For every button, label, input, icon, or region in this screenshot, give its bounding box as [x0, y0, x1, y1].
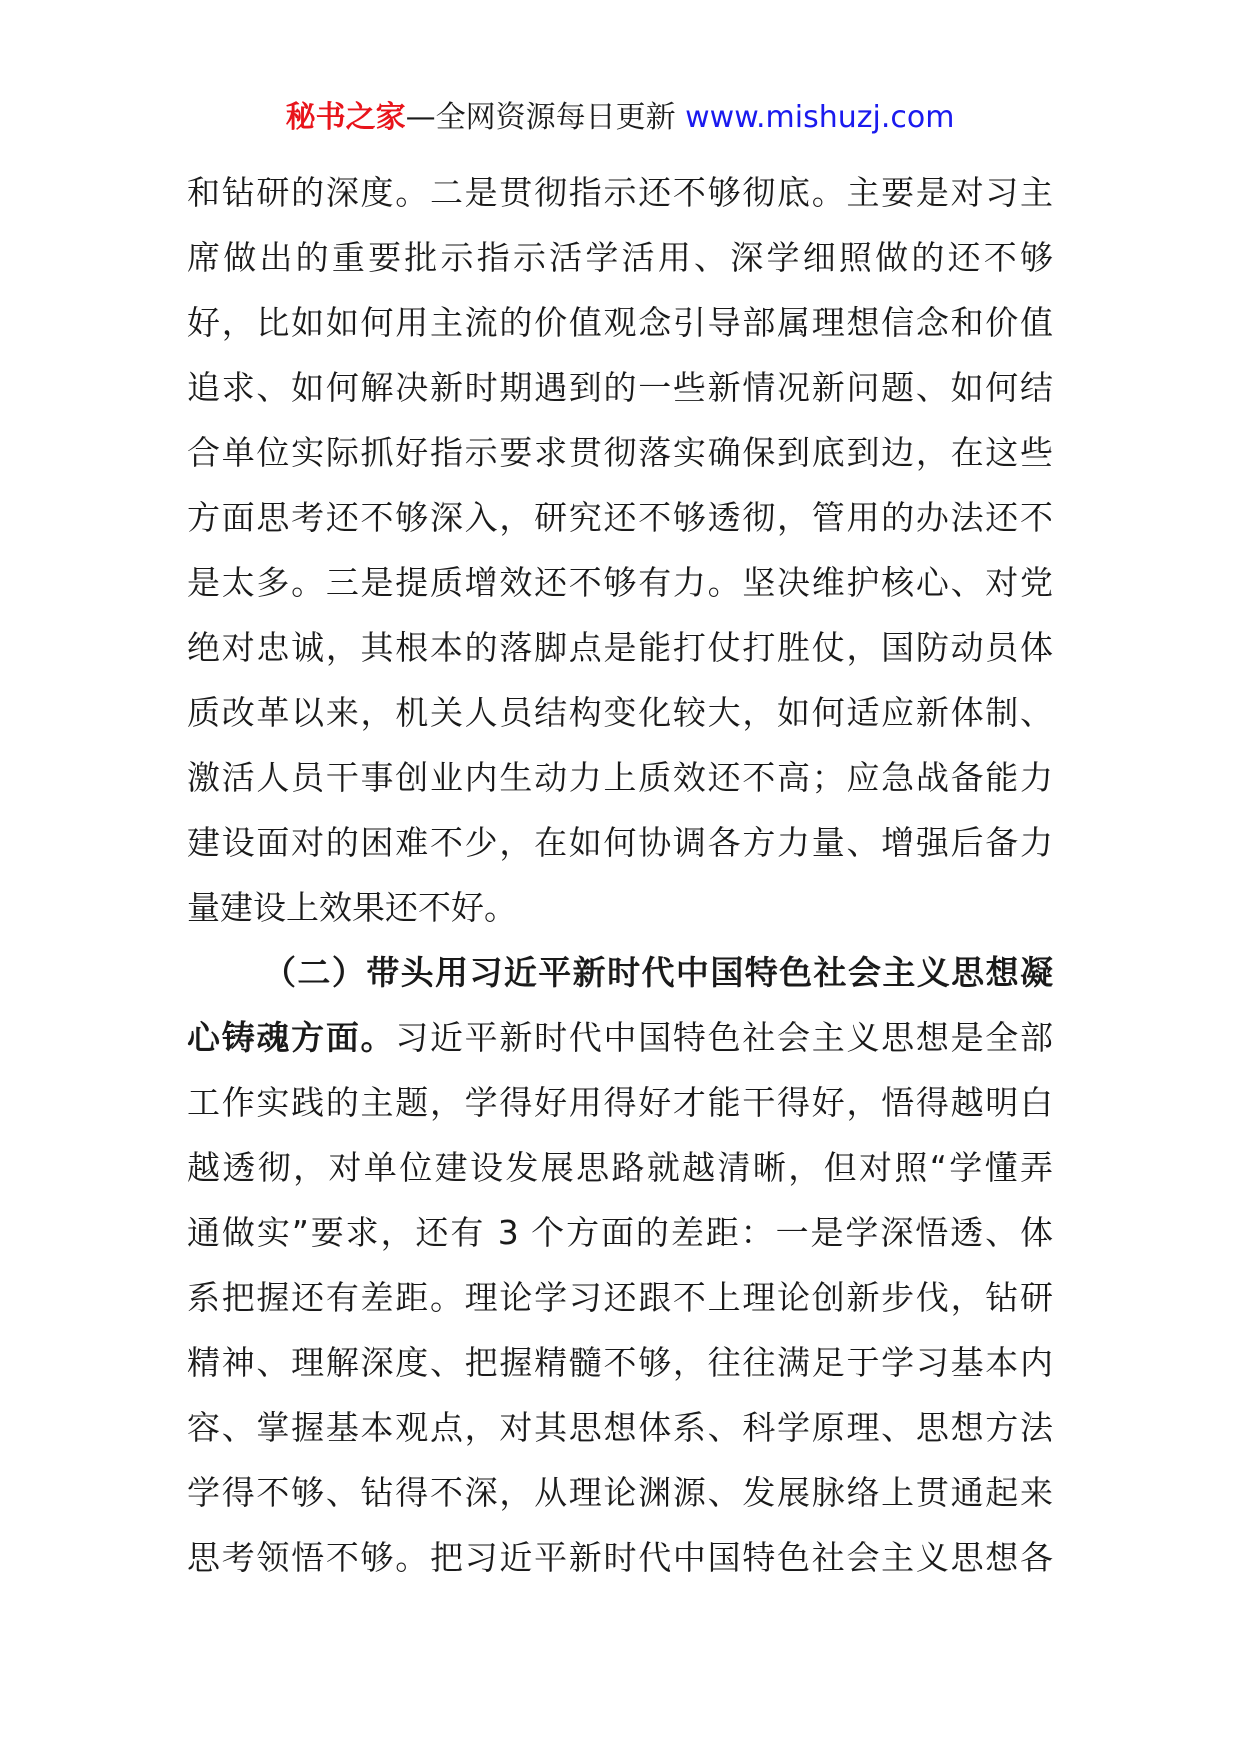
document-body [187, 160, 1053, 1590]
site-name: 秘书之家 [285, 100, 406, 135]
body-line: 追求、如何解决新时期遇到的一些新情况新问题、如何结 [187, 368, 1053, 407]
body-line: 精神、理解深度、把握精髓不够，往往满足于学习基本内 [187, 1343, 1053, 1382]
body-line: 好，比如如何用主流的价值观念引导部属理想信念和价值 [187, 303, 1053, 342]
body-line: 容、掌握基本观点，对其思想体系、科学原理、思想方法 [187, 1408, 1053, 1447]
body-line: 通做实”要求，还有 3 个方面的差距：一是学深悟透、体 [187, 1213, 1053, 1252]
body-line: 和钻研的深度。二是贯彻指示还不够彻底。主要是对习主 [187, 173, 1053, 212]
section-intro-text: 习近平新时代中国特色社会主义思想是全部 [395, 1018, 1053, 1057]
body-line: 思考领悟不够。把习近平新时代中国特色社会主义思想各 [187, 1538, 1053, 1577]
body-line: 建设面对的困难不少，在如何协调各方力量、增强后备力 [187, 823, 1053, 862]
body-line: 是太多。三是提质增效还不够有力。坚决维护核心、对党 [187, 563, 1053, 602]
body-line: 合单位实际抓好指示要求贯彻落实确保到底到边，在这些 [187, 433, 1053, 472]
body-line: 学得不够、钻得不深，从理论渊源、发展脉络上贯通起来 [187, 1473, 1053, 1512]
site-slogan: —全网资源每日更新 [405, 100, 686, 135]
body-line: 席做出的重要批示指示活学活用、深学细照做的还不够 [187, 238, 1053, 277]
site-url-link[interactable]: www.mishuzj.com [685, 100, 955, 135]
body-line: 质改革以来，机关人员结构变化较大，如何适应新体制、 [187, 693, 1053, 732]
section-heading-continued [187, 1005, 1053, 1070]
body-line: 方面思考还不够深入，研究还不够透彻，管用的办法还不 [187, 498, 1053, 537]
body-line: 工作实践的主题，学得好用得好才能干得好，悟得越明白 [187, 1083, 1053, 1122]
page-header [0, 98, 1240, 138]
section-heading-tail: 心铸魂方面。 [187, 1018, 396, 1057]
body-line: 系把握还有差距。理论学习还跟不上理论创新步伐，钻研 [187, 1278, 1053, 1317]
body-line: 越透彻，对单位建设发展思路就越清晰，但对照“学懂弄 [187, 1148, 1053, 1187]
body-line: 绝对忠诚，其根本的落脚点是能打仗打胜仗，国防动员体 [187, 628, 1053, 667]
section-heading: （二）带头用习近平新时代中国特色社会主义思想凝 [263, 953, 1053, 992]
body-line: 激活人员干事创业内生动力上质效还不高；应急战备能力 [187, 758, 1053, 797]
body-line: 量建设上效果还不好。 [187, 888, 517, 927]
